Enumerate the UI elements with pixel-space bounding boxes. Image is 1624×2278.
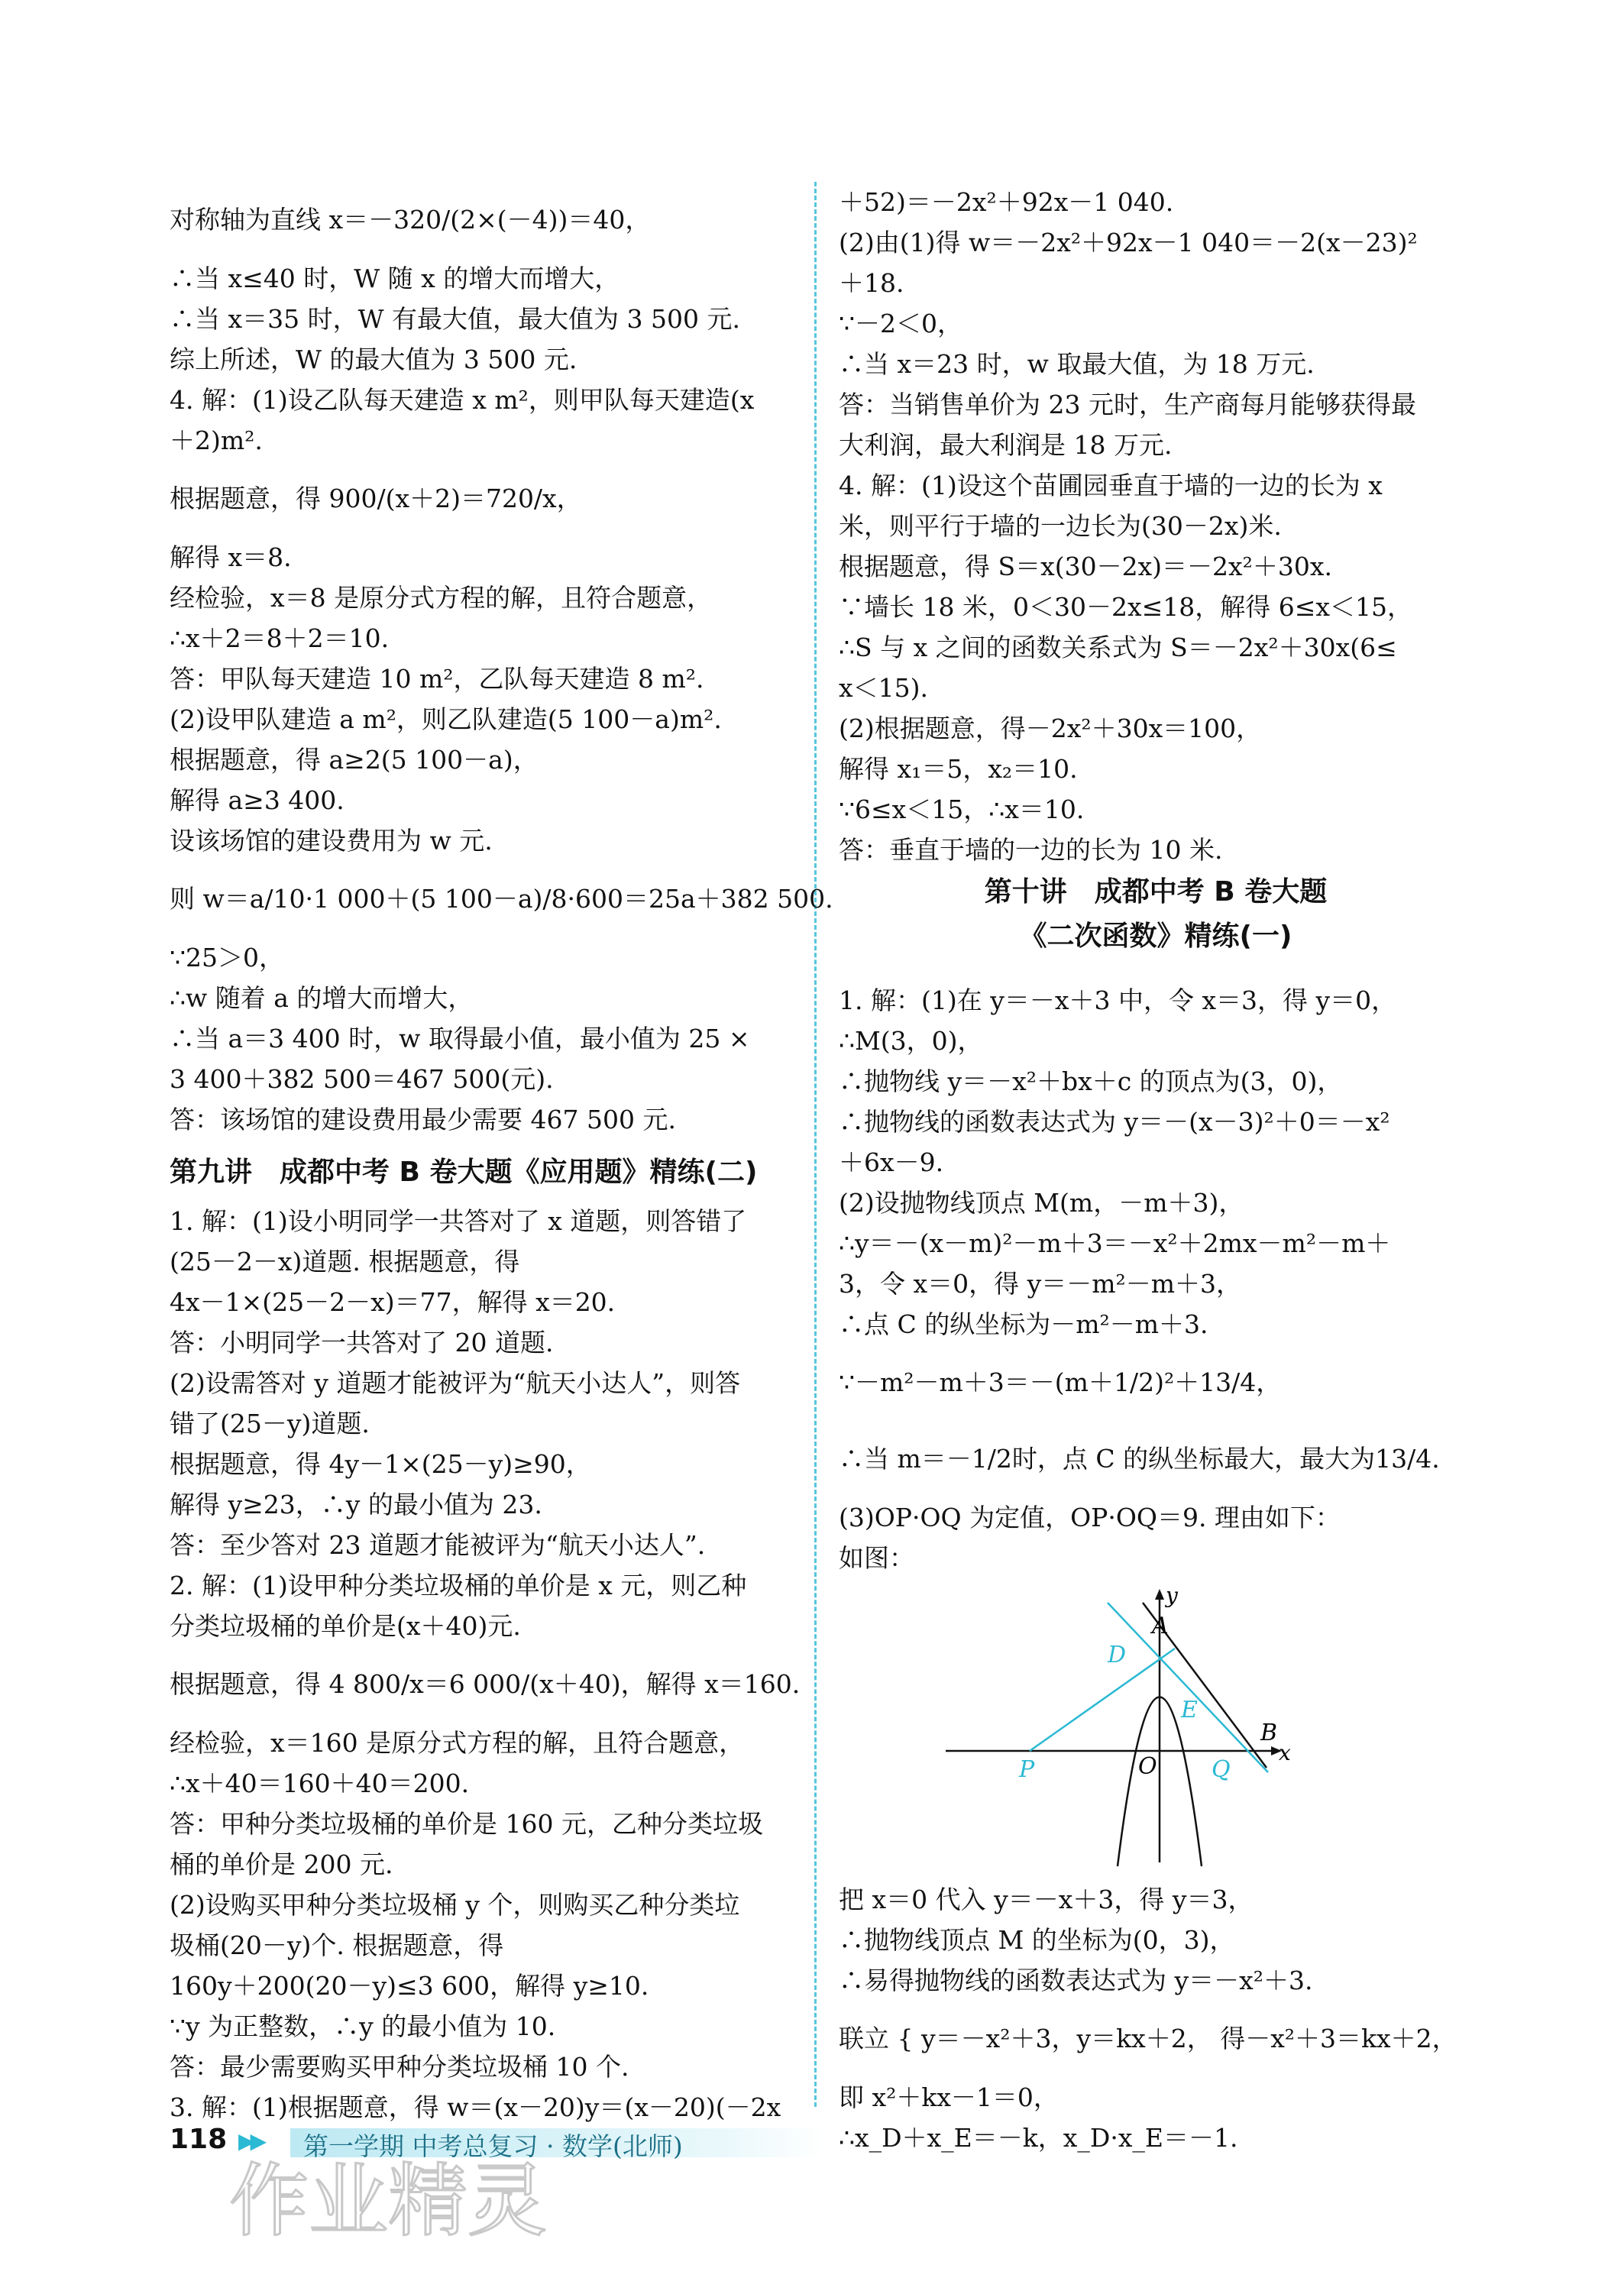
- text-line: ∴M(3，0)，: [839, 1026, 983, 1056]
- text-line: (2)设需答对 y 道题才能被评为“航天小达人”，则答: [170, 1368, 741, 1398]
- text-line: 桶的单价是 200 元.: [170, 1849, 393, 1879]
- text-line: ∵25＞0，: [170, 943, 284, 972]
- text-line: 经检验，x＝160 是原分式方程的解，且符合题意，: [170, 1728, 745, 1758]
- text-line: ∴S 与 x 之间的函数关系式为 S＝－2x²＋30x(6≤: [839, 633, 1397, 662]
- text-line: 答：甲种分类垃圾桶的单价是 160 元，乙种分类垃圾: [170, 1809, 763, 1839]
- text-line: ＋2)m².: [170, 426, 263, 455]
- section-subheading: 《二次函数》精练(一): [1019, 921, 1292, 952]
- text-line: 综上所述，W 的最大值为 3 500 元.: [170, 345, 577, 374]
- text-line: ∴当 x＝23 时，w 取最大值，为 18 万元.: [839, 349, 1315, 379]
- text-line: 圾桶(20－y)个. 根据题意，得: [170, 1930, 504, 1960]
- text-line: ∵y 为正整数，∴y 的最小值为 10.: [170, 2011, 556, 2041]
- text-line: 1. 解：(1)设小明同学一共答对了 x 道题，则答错了: [170, 1206, 747, 1236]
- footer-arrows-icon: ▶▶: [238, 2128, 263, 2153]
- parabola-figure: [839, 1587, 1473, 1870]
- section-heading: 第九讲 成都中考 B 卷大题《应用题》精练(二): [170, 1157, 758, 1188]
- text-line: 2. 解：(1)设甲种分类垃圾桶的单价是 x 元，则乙种: [170, 1571, 747, 1600]
- label-q: Q: [1212, 1756, 1231, 1783]
- column-divider: [814, 182, 817, 2107]
- text-line: 答：最少需要购买甲种分类垃圾桶 10 个.: [170, 2052, 629, 2082]
- text-line: 答：当销售单价为 23 元时，生产商每月能够获得最: [839, 390, 1416, 419]
- text-line: 4x－1×(25－2－x)＝77，解得 x＝20.: [170, 1287, 616, 1317]
- text-line: ∴当 m＝－1/2时，点 C 的纵坐标最大，最大为13/4.: [839, 1444, 1440, 1474]
- line-pq-through-d-e: [1030, 1649, 1175, 1751]
- text-line: 160y＋200(20－y)≤3 600，解得 y≥10.: [170, 1971, 649, 2001]
- right-column: [839, 182, 1473, 2158]
- text-line: ∴当 a＝3 400 时，w 取得最小值，最小值为 25 ×: [170, 1024, 750, 1053]
- text-line: 如图：: [839, 1543, 914, 1573]
- text-line: 经检验，x＝8 是原分式方程的解，且符合题意，: [170, 583, 713, 613]
- text-line: ∴x＋2＝8＋2＝10.: [170, 623, 390, 653]
- line-dq: [1108, 1603, 1268, 1772]
- text-line: (2)设购买甲种分类垃圾桶 y 个，则购买乙种分类垃: [170, 1890, 740, 1920]
- text-line: ∴当 x≤40 时，W 随 x 的增大而增大，: [170, 264, 620, 293]
- text-line: 4. 解：(1)设这个苗圃园垂直于墙的一边的长为 x: [839, 471, 1383, 500]
- text-line: ∴抛物线 y＝－x²＋bx＋c 的顶点为(3，0)，: [839, 1066, 1343, 1096]
- watermark-logo: [229, 2148, 565, 2247]
- text-line: 把 x＝0 代入 y＝－x＋3，得 y＝3，: [839, 1885, 1254, 1914]
- text-line: (2)由(1)得 w＝－2x²＋92x－1 040＝－2(x－23)²: [839, 228, 1418, 257]
- text-line: 解得 x₁＝5，x₂＝10.: [839, 754, 1078, 784]
- text-line: ＋52)＝－2x²＋92x－1 040.: [839, 187, 1174, 217]
- text-line: 3 400＋382 500＝467 500(元).: [170, 1064, 554, 1094]
- y-axis-arrow: [1155, 1589, 1164, 1600]
- text-line: 答：甲队每天建造 10 m²，乙队每天建造 8 m².: [170, 664, 704, 694]
- left-column: [170, 182, 833, 2128]
- text-line: 错了(25－y)道题.: [170, 1409, 370, 1438]
- text-line: 根据题意，得 S＝x(30－2x)＝－2x²＋30x.: [839, 552, 1332, 581]
- text-line: 米，则平行于墙的一边长为(30－2x)米.: [839, 511, 1282, 541]
- text-line: 大利润，最大利润是 18 万元.: [839, 430, 1173, 460]
- text-line: 设该场馆的建设费用为 w 元.: [170, 826, 493, 856]
- text-line: ∵－m²－m＋3＝－(m＋1/2)²＋13/4，: [839, 1367, 1282, 1397]
- text-line: ＋18.: [839, 268, 904, 298]
- text-line: 根据题意，得 4y－1×(25－y)≥90，: [170, 1449, 591, 1479]
- text-line: 联立 { y＝－x²＋3，y＝kx＋2， 得－x²＋3＝kx＋2，: [839, 2024, 1457, 2053]
- text-line: 3，令 x＝0，得 y＝－m²－m＋3，: [839, 1269, 1242, 1299]
- text-line: (3)OP·OQ 为定值，OP·OQ＝9. 理由如下：: [839, 1503, 1341, 1532]
- text-line: 答：垂直于墙的一边的长为 10 米.: [839, 835, 1223, 865]
- text-line: ∴w 随着 a 的增大而增大，: [170, 983, 474, 1013]
- text-line: 答：小明同学一共答对了 20 道题.: [170, 1328, 554, 1357]
- text-line: ∵－2＜0，: [839, 309, 962, 338]
- label-b: B: [1260, 1720, 1278, 1746]
- text-line: (2)设甲队建造 a m²，则乙队建造(5 100－a)m².: [170, 704, 722, 734]
- label-p: P: [1019, 1756, 1035, 1783]
- text-line: (25－2－x)道题. 根据题意，得: [170, 1247, 520, 1277]
- text-line: (2)设抛物线顶点 M(m，－m＋3)，: [839, 1188, 1244, 1218]
- text-line: x＜15).: [839, 673, 928, 703]
- text-line: ∴易得抛物线的函数表达式为 y＝－x²＋3.: [839, 1966, 1313, 1995]
- text-line: 解得 x＝8.: [170, 542, 292, 572]
- text-line: 分类垃圾桶的单价是(x＋40)元.: [170, 1611, 521, 1641]
- text-line: 3. 解：(1)根据题意，得 w＝(x－20)y＝(x－20)(－2x: [170, 2092, 781, 2122]
- text-line: (2)根据题意，得－2x²＋30x＝100，: [839, 713, 1262, 743]
- label-o: O: [1138, 1753, 1157, 1780]
- svg-text:作业精灵: 作业精灵: [229, 2154, 548, 2247]
- text-line: 解得 y≥23，∴y 的最小值为 23.: [170, 1490, 542, 1519]
- book-title: 第一学期 中考总复习 · 数学(北师): [303, 2131, 683, 2161]
- text-line: 根据题意，得 a≥2(5 100－a)，: [170, 745, 539, 775]
- text-line: ＋6x－9.: [839, 1147, 944, 1177]
- page-number: 118: [170, 2124, 228, 2155]
- text-line: ∴x＋40＝160＋40＝200.: [170, 1768, 470, 1798]
- text-line: 解得 a≥3 400.: [170, 785, 345, 815]
- label-d: D: [1108, 1642, 1127, 1668]
- text-line: 答：该场馆的建设费用最少需要 467 500 元.: [170, 1105, 676, 1134]
- text-line: ∴x_D＋x_E＝－k，x_D·x_E＝－1.: [839, 2123, 1238, 2153]
- text-line: ∴当 x＝35 时，W 有最大值，最大值为 3 500 元.: [170, 304, 740, 334]
- text-line: ∴y＝－(x－m)²－m＋3＝－x²＋2mx－m²－m＋: [839, 1228, 1391, 1258]
- label-x: x: [1279, 1740, 1291, 1765]
- text-line: ∵墙长 18 米，0＜30－2x≤18，解得 6≤x＜15，: [839, 592, 1412, 622]
- section-heading: 第十讲 成都中考 B 卷大题: [984, 876, 1328, 908]
- text-line: 1. 解：(1)在 y＝－x＋3 中，令 x＝3，得 y＝0，: [839, 985, 1397, 1015]
- text-line: ∵6≤x＜15，∴x＝10.: [839, 794, 1085, 824]
- text-line: ∴抛物线的函数表达式为 y＝－(x－3)²＋0＝－x²: [839, 1107, 1390, 1137]
- text-line: 对称轴为直线 x＝－320/(2×(－4))＝40，: [170, 205, 651, 235]
- text-line: ∴抛物线顶点 M 的坐标为(0，3)，: [839, 1925, 1235, 1955]
- text-line: 根据题意，得 4 800/x＝6 000/(x＋40)，解得 x＝160.: [170, 1669, 801, 1699]
- label-e: E: [1181, 1697, 1198, 1723]
- label-a: A: [1152, 1613, 1169, 1639]
- text-line: ∴点 C 的纵坐标为－m²－m＋3.: [839, 1309, 1208, 1339]
- text-line: 4. 解：(1)设乙队每天建造 x m²，则甲队每天建造(x: [170, 385, 755, 415]
- text-line: 即 x²＋kx－1＝0，: [839, 2082, 1059, 2112]
- label-y: y: [1166, 1587, 1178, 1608]
- text-line: 根据题意，得 900/(x＋2)＝720/x，: [170, 484, 582, 513]
- text-line: 答：至少答对 23 道题才能被评为“航天小达人”.: [170, 1530, 706, 1560]
- text-line: 则 w＝a/10·1 000＋(5 100－a)/8·600＝25a＋382 500.: [170, 884, 833, 914]
